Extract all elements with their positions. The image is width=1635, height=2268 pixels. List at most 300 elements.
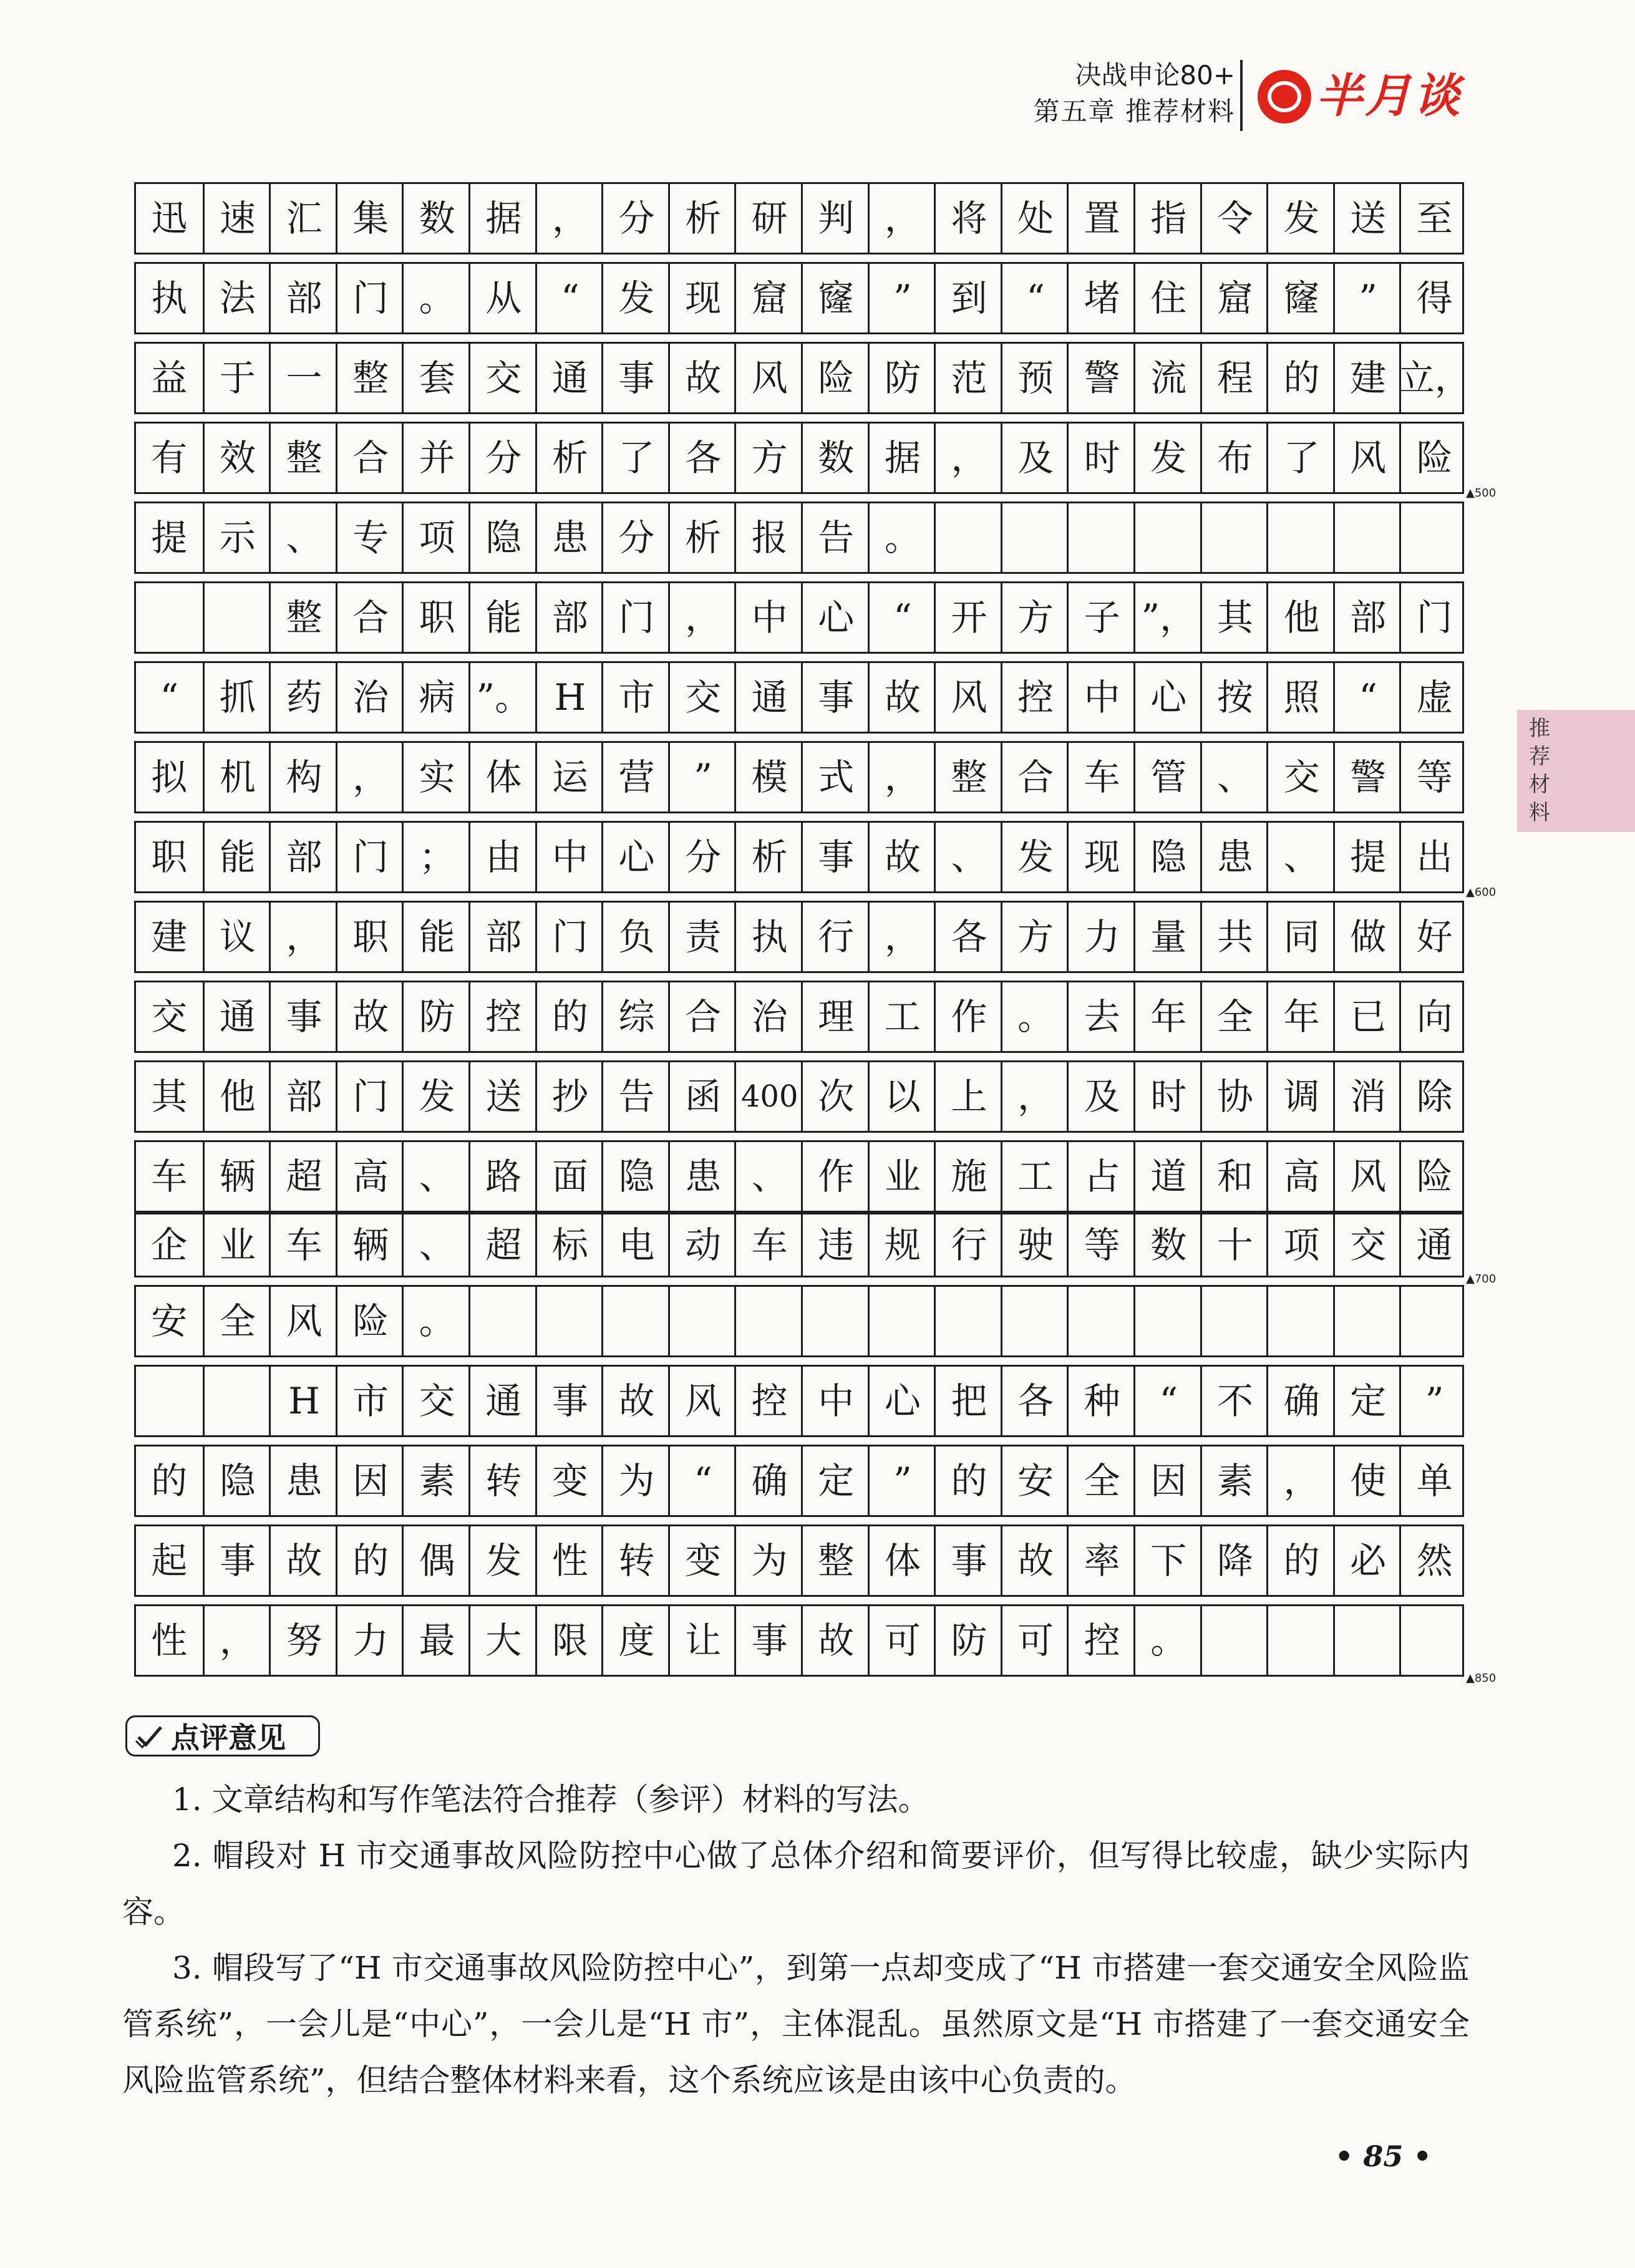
grid-cell: 构	[269, 743, 337, 812]
grid-cell	[1333, 1606, 1402, 1675]
grid-cell: 心	[601, 823, 670, 891]
grid-cell: 部	[1333, 583, 1402, 652]
grid-cell: 可	[1001, 1606, 1069, 1675]
grid-cell	[203, 1367, 271, 1435]
grid-cell: 素	[402, 1447, 470, 1515]
grid-cell: 告	[601, 1062, 670, 1131]
grid-cell: 门	[1399, 583, 1468, 652]
grid-cell: 等	[1067, 1214, 1135, 1276]
grid-cell: 确	[734, 1447, 803, 1515]
grid-cell: 险	[336, 1287, 404, 1355]
grid-cell: 消	[1333, 1062, 1402, 1131]
grid-cell: 执	[734, 903, 803, 971]
grid-cell: 度	[601, 1606, 670, 1675]
grid-cell: 专	[336, 503, 404, 572]
grid-cell: 次	[801, 1062, 870, 1131]
grid-cell: 通	[734, 663, 803, 732]
grid-cell: 事	[801, 823, 870, 891]
grid-cell: “	[868, 583, 936, 652]
grid-cell: 发	[1266, 184, 1335, 253]
grid-cell: ，	[868, 184, 936, 253]
grid-cell: 风	[934, 663, 1002, 732]
grid-cell: 的	[1266, 1526, 1335, 1595]
grid-cell: 数	[1133, 1214, 1202, 1276]
grid-cell: 上	[934, 1062, 1002, 1131]
grid-cell: 发	[1133, 424, 1202, 492]
grid-cell: 治	[336, 663, 404, 732]
grid-cell: 可	[868, 1606, 936, 1675]
count-mark-700: ▲700	[1466, 1272, 1497, 1286]
grid-cell: 部	[468, 903, 537, 971]
grid-cell: 窟	[734, 264, 803, 332]
grid-cell: 管	[1133, 743, 1202, 812]
grid-cell: 合	[336, 424, 404, 492]
grid-cell: “	[668, 1447, 737, 1515]
grid-cell: 道	[1133, 1142, 1202, 1211]
grid-cell: 判	[801, 184, 870, 253]
grid-cell: 事	[269, 982, 337, 1051]
grid-cell: 一	[269, 344, 337, 412]
grid-cell: 。	[1001, 982, 1069, 1051]
grid-cell: 转	[468, 1447, 537, 1515]
count-mark-600: ▲600	[1466, 886, 1497, 899]
grid-cell: 实	[402, 743, 470, 812]
grid-cell: 为	[601, 1447, 670, 1515]
grid-cell: 故	[601, 1367, 670, 1435]
grid-cell: 交	[1266, 743, 1335, 812]
grid-cell: 、	[269, 503, 337, 572]
grid-cell: 降	[1200, 1526, 1269, 1595]
grid-cell: 现	[1067, 823, 1135, 891]
grid-cell: 由	[468, 823, 537, 891]
grid-cell: 速	[203, 184, 271, 253]
grid-cell: “	[1001, 264, 1069, 332]
grid-cell: 窿	[1266, 264, 1335, 332]
grid-cell: 等	[1399, 743, 1468, 812]
grid-cell: 必	[1333, 1526, 1402, 1595]
grid-cell: 营	[601, 743, 670, 812]
grid-cell: 故	[1001, 1526, 1069, 1595]
grid-cell: 起	[151, 1539, 188, 1582]
grid-cell: 能	[203, 823, 271, 891]
grid-cell: ”	[1333, 264, 1402, 332]
review-heading-label: 点评意见	[171, 1721, 286, 1755]
grid-cell: 占	[1067, 1142, 1135, 1211]
grid-cell: 单	[1399, 1447, 1468, 1515]
grid-cell: 种	[1067, 1367, 1135, 1435]
grid-cell: 协	[1200, 1062, 1269, 1131]
grid-cell: 标	[535, 1214, 604, 1276]
grid-cell: 门	[336, 1062, 404, 1131]
grid-cell: 的	[336, 1526, 404, 1595]
running-header	[961, 57, 1235, 130]
grid-cell: 立，	[1399, 344, 1468, 412]
grid-cell: 患	[535, 503, 604, 572]
grid-cell: 年	[1133, 982, 1202, 1051]
grid-cell: 抄	[535, 1062, 604, 1131]
grid-cell: 然	[1399, 1526, 1468, 1595]
grid-cell: 至	[1399, 184, 1468, 253]
grid-cell: 的	[1266, 344, 1335, 412]
grid-cell: 部	[269, 823, 337, 891]
grid-cell: ，	[868, 903, 936, 971]
grid-cell: 动	[668, 1214, 737, 1276]
grid-cell: 隐	[203, 1447, 271, 1515]
grid-cell: 好	[1399, 903, 1468, 971]
grid-cell: 现	[668, 264, 737, 332]
grid-cell: 分	[668, 823, 737, 891]
grid-cell: 风	[1333, 424, 1402, 492]
grid-cell: 提	[151, 516, 188, 559]
grid-cell: 努	[269, 1606, 337, 1675]
grid-cell: 他	[203, 1062, 271, 1131]
grid-cell	[868, 1287, 936, 1355]
grid-cell: 。	[402, 264, 470, 332]
grid-cell: 析	[535, 424, 604, 492]
grid-row	[134, 1140, 1464, 1213]
grid-cell: 大	[468, 1606, 537, 1675]
grid-cell: 效	[203, 424, 271, 492]
grid-cell	[1067, 1287, 1135, 1355]
grid-cell	[1200, 503, 1269, 572]
grid-cell: 能	[402, 903, 470, 971]
grid-cell: 集	[336, 184, 404, 253]
grid-cell: 有	[151, 437, 188, 479]
grid-cell: 工	[1001, 1142, 1069, 1211]
grid-cell: 防	[868, 344, 936, 412]
grid-cell: 合	[1001, 743, 1069, 812]
grid-cell: 整	[269, 424, 337, 492]
grid-cell: 车	[269, 1214, 337, 1276]
grid-cell: 隐	[1133, 823, 1202, 891]
grid-cell: 定	[1333, 1367, 1402, 1435]
grid-cell: 提	[1333, 823, 1402, 891]
grid-cell: 全	[203, 1287, 271, 1355]
grid-cell: 性	[535, 1526, 604, 1595]
grid-row	[134, 1445, 1464, 1517]
grid-cell: 通	[1399, 1214, 1468, 1276]
grid-cell: 送	[1333, 184, 1402, 253]
grid-row	[134, 981, 1464, 1053]
grid-cell: 交	[668, 663, 737, 732]
page-number: • 85 •	[1335, 2140, 1432, 2173]
grid-cell: 治	[734, 982, 803, 1051]
grid-cell: 置	[1067, 184, 1135, 253]
grid-cell: 确	[1266, 1367, 1335, 1435]
section-side-tab	[1517, 710, 1635, 832]
book-title: 决战申论80+	[1075, 60, 1235, 90]
grid-cell: 隐	[468, 503, 537, 572]
grid-cell: 故	[801, 1606, 870, 1675]
grid-cell: 施	[934, 1142, 1002, 1211]
grid-cell: 各	[668, 424, 737, 492]
grid-cell: 执	[151, 277, 188, 319]
grid-cell	[1200, 1287, 1269, 1355]
grid-cell	[1133, 1287, 1202, 1355]
grid-cell: ”	[668, 743, 737, 812]
grid-cell: ，	[934, 424, 1002, 492]
grid-row	[134, 1604, 1464, 1677]
grid-cell: 分	[468, 424, 537, 492]
grid-cell: 业	[868, 1142, 936, 1211]
grid-cell: 部	[269, 264, 337, 332]
grid-cell: 、	[402, 1214, 470, 1276]
grid-cell: ，	[1266, 1447, 1335, 1515]
grid-cell	[1399, 1606, 1468, 1675]
review-point-2: 2. 帽段对 H 市交通事故风险防控中心做了总体介绍和简要评价，但写得比较虚，缺少实际内容。	[122, 1838, 1470, 1930]
grid-cell: 虚	[1399, 663, 1468, 732]
grid-cell: 力	[1067, 903, 1135, 971]
grid-cell: 其	[151, 1075, 188, 1118]
grid-cell: 机	[203, 743, 271, 812]
review-heading	[125, 1715, 320, 1757]
grid-cell: 并	[402, 424, 470, 492]
grid-cell: 汇	[269, 184, 337, 253]
grid-cell: ”	[1399, 1367, 1468, 1435]
grid-cell: 心	[1133, 663, 1202, 732]
grid-cell: 工	[868, 982, 936, 1051]
grid-cell: 令	[1200, 184, 1269, 253]
grid-cell: 患	[668, 1142, 737, 1211]
grid-cell: 400	[734, 1062, 803, 1131]
grid-cell: 安	[151, 1300, 188, 1342]
grid-cell: 电	[601, 1214, 670, 1276]
grid-cell	[801, 1287, 870, 1355]
grid-cell: 车	[1067, 743, 1135, 812]
grid-cell: 病	[402, 663, 470, 732]
grid-cell: 风	[1333, 1142, 1402, 1211]
grid-cell: 堵	[1067, 264, 1135, 332]
grid-cell: 限	[535, 1606, 604, 1675]
grid-cell: 警	[1333, 743, 1402, 812]
grid-cell: 研	[734, 184, 803, 253]
grid-cell: 式	[801, 743, 870, 812]
grid-cell: ，	[203, 1606, 271, 1675]
grid-cell: 、	[734, 1142, 803, 1211]
grid-cell: 析	[668, 503, 737, 572]
grid-cell: 布	[1200, 424, 1269, 492]
grid-cell	[1067, 503, 1135, 572]
grid-cell: 患	[1200, 823, 1269, 891]
grid-cell	[535, 1287, 604, 1355]
grid-cell: 体	[868, 1526, 936, 1595]
grid-cell: 路	[468, 1142, 537, 1211]
grid-cell	[1133, 503, 1202, 572]
grid-cell: 了	[601, 424, 670, 492]
grid-cell: 力	[336, 1606, 404, 1675]
grid-cell: H	[269, 1367, 337, 1435]
grid-cell: 因	[1133, 1447, 1202, 1515]
grid-cell: 能	[468, 583, 537, 652]
grid-cell: 了	[1266, 424, 1335, 492]
grid-row	[134, 422, 1464, 494]
grid-cell: 做	[1333, 903, 1402, 971]
grid-cell: 心	[801, 583, 870, 652]
grid-cell: ；	[402, 823, 470, 891]
grid-cell: 门	[336, 264, 404, 332]
grid-cell: 作	[934, 982, 1002, 1051]
grid-cell	[1399, 503, 1468, 572]
grid-cell	[1266, 1606, 1335, 1675]
grid-cell: 法	[203, 264, 271, 332]
grid-cell: ，	[668, 583, 737, 652]
grid-cell: 安	[1001, 1447, 1069, 1515]
grid-cell: 事	[934, 1526, 1002, 1595]
grid-cell: 拟	[151, 756, 188, 798]
grid-cell	[136, 1367, 203, 1435]
grid-cell: 变	[668, 1526, 737, 1595]
grid-row	[134, 821, 1464, 893]
grid-cell: 中	[535, 823, 604, 891]
grid-cell: 高	[336, 1142, 404, 1211]
grid-cell: 告	[801, 503, 870, 572]
grid-cell: 心	[868, 1367, 936, 1435]
grid-cell: 负	[601, 903, 670, 971]
grid-cell: 送	[468, 1062, 537, 1131]
grid-cell: 开	[934, 583, 1002, 652]
grid-cell: 发	[601, 264, 670, 332]
grid-cell: 警	[1067, 344, 1135, 412]
grid-cell: 各	[1001, 1367, 1069, 1435]
grid-cell: 交	[468, 344, 537, 412]
grid-cell: 出	[1399, 823, 1468, 891]
grid-cell: 险	[1399, 424, 1468, 492]
grid-cell: 窟	[1200, 264, 1269, 332]
grid-cell: 整	[336, 344, 404, 412]
grid-cell: 时	[1133, 1062, 1202, 1131]
grid-cell: 方	[734, 424, 803, 492]
grid-cell: 将	[934, 184, 1002, 253]
grid-cell: ，	[868, 743, 936, 812]
grid-cell: 报	[734, 503, 803, 572]
grid-cell: ”，	[1133, 583, 1202, 652]
grid-cell: 他	[1266, 583, 1335, 652]
grid-cell: 和	[1200, 1142, 1269, 1211]
grid-cell: ，	[269, 903, 337, 971]
grid-cell: 让	[668, 1606, 737, 1675]
grid-cell: 下	[1133, 1526, 1202, 1595]
grid-row	[134, 502, 1464, 574]
grid-cell: 、	[402, 1142, 470, 1211]
grid-cell: 据	[468, 184, 537, 253]
grid-cell: 事	[203, 1526, 271, 1595]
grid-row	[134, 1524, 1464, 1597]
grid-cell: 性	[151, 1619, 188, 1662]
grid-cell	[734, 1287, 803, 1355]
grid-cell: “	[160, 676, 179, 719]
grid-cell: 项	[1266, 1214, 1335, 1276]
grid-cell: 、	[1266, 823, 1335, 891]
grid-cell: 十	[1200, 1214, 1269, 1276]
grid-cell: 发	[1001, 823, 1069, 891]
grid-cell: 到	[934, 264, 1002, 332]
grid-cell: 市	[601, 663, 670, 732]
logo-icon	[1258, 70, 1311, 124]
grid-cell: 从	[468, 264, 537, 332]
grid-cell: 风	[269, 1287, 337, 1355]
grid-cell: 同	[1266, 903, 1335, 971]
grid-cell: 除	[1399, 1062, 1468, 1131]
grid-cell: 风	[668, 1367, 737, 1435]
grid-row	[134, 1285, 1464, 1357]
grid-cell: 交	[1333, 1214, 1402, 1276]
grid-cell: 险	[1399, 1142, 1468, 1211]
grid-cell: 为	[734, 1526, 803, 1595]
grid-cell: 转	[601, 1526, 670, 1595]
grid-row	[134, 741, 1464, 813]
grid-cell: 辆	[203, 1142, 271, 1211]
grid-cell: 把	[934, 1367, 1002, 1435]
grid-cell	[1266, 1287, 1335, 1355]
grid-cell: 职	[336, 903, 404, 971]
grid-cell: ”	[868, 264, 936, 332]
grid-cell: 子	[1067, 583, 1135, 652]
grid-cell: 作	[801, 1142, 870, 1211]
grid-cell	[668, 1287, 737, 1355]
grid-cell	[1200, 1606, 1269, 1675]
grid-cell: 车	[151, 1155, 188, 1198]
grid-cell	[1333, 503, 1402, 572]
grid-cell: 行	[934, 1214, 1002, 1276]
grid-cell: 故	[336, 982, 404, 1051]
grid-cell: 全	[1200, 982, 1269, 1051]
grid-cell: 议	[203, 903, 271, 971]
grid-cell: 部	[535, 583, 604, 652]
grid-cell: 偶	[402, 1526, 470, 1595]
grid-cell: 门	[535, 903, 604, 971]
grid-cell: 变	[535, 1447, 604, 1515]
grid-cell: 素	[1200, 1447, 1269, 1515]
header-divider	[1240, 60, 1243, 131]
grid-cell: 事	[801, 663, 870, 732]
grid-cell: 发	[402, 1062, 470, 1131]
grid-cell	[601, 1287, 670, 1355]
grid-cell: 综	[601, 982, 670, 1051]
grid-cell: 高	[1266, 1142, 1335, 1211]
grid-cell: 程	[1200, 344, 1269, 412]
grid-cell: 整	[269, 583, 337, 652]
grid-cell: 益	[151, 357, 188, 399]
grid-cell: 析	[734, 823, 803, 891]
grid-row	[134, 182, 1464, 254]
grid-cell	[1333, 1287, 1402, 1355]
grid-cell	[468, 1287, 537, 1355]
grid-row	[134, 581, 1464, 654]
grid-cell: 中	[734, 583, 803, 652]
grid-cell	[934, 503, 1002, 572]
grid-cell: 中	[1067, 663, 1135, 732]
grid-cell: 超	[269, 1142, 337, 1211]
grid-cell: 部	[269, 1062, 337, 1131]
grid-row	[134, 262, 1464, 334]
grid-cell: 及	[1001, 424, 1069, 492]
grid-cell: 照	[1266, 663, 1335, 732]
grid-cell: 量	[1133, 903, 1202, 971]
grid-cell: 因	[336, 1447, 404, 1515]
grid-cell: 险	[801, 344, 870, 412]
grid-cell: 抓	[203, 663, 271, 732]
grid-cell: “	[1133, 1367, 1202, 1435]
grid-cell: 通	[468, 1367, 537, 1435]
grid-row	[134, 1060, 1464, 1133]
grid-cell	[1001, 503, 1069, 572]
grid-cell: 共	[1200, 903, 1269, 971]
grid-cell: 车	[734, 1214, 803, 1276]
grid-cell: 的	[535, 982, 604, 1051]
grid-cell: 的	[934, 1447, 1002, 1515]
grid-cell: 驶	[1001, 1214, 1069, 1276]
grid-cell: 责	[668, 903, 737, 971]
